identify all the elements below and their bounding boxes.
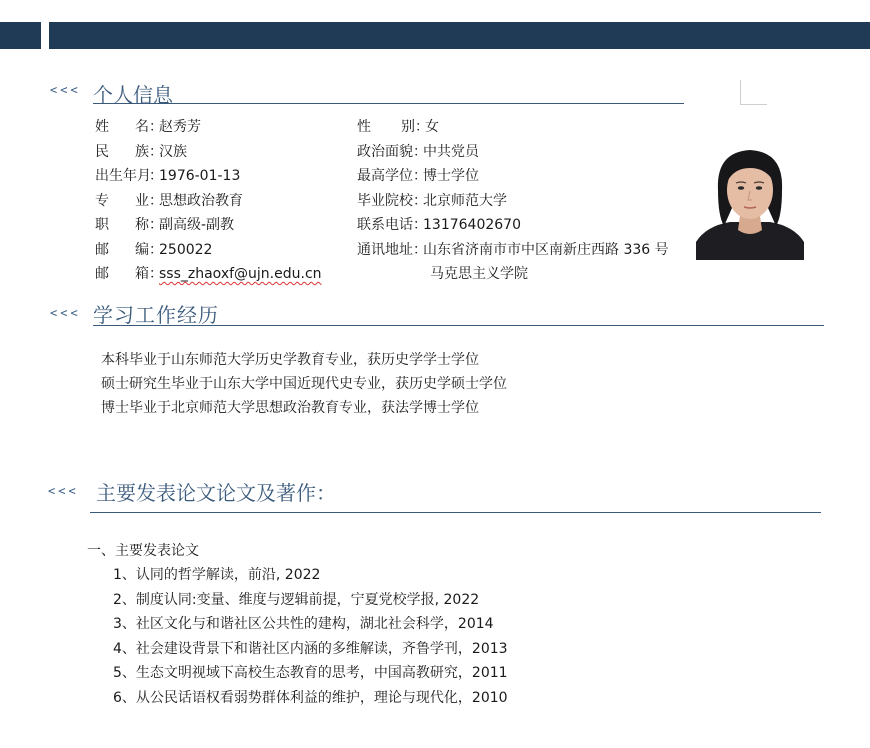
info-row [357,241,669,259]
info-value: 副高级-副教 [159,217,235,233]
info-label: 联系电话 [357,217,413,233]
section-title-personal: 个人信息 [93,83,173,107]
publication-item: 5、生态文明视域下高校生态教育的思考，中国高教研究，2011 [113,665,508,681]
info-row [95,167,240,185]
info-row [357,118,439,136]
info-row [357,167,479,185]
info-row [357,216,521,234]
education-item: 本科毕业于山东师范大学历史学教育专业，获历史学学士学位 [101,352,479,368]
info-colon: ： [149,168,163,184]
info-label: 出生年月 [95,168,151,184]
info-colon: ： [413,143,427,160]
info-colon: ： [149,217,163,233]
publication-item: 2、制度认同:变量、维度与逻辑前提，宁夏党校学报, 2022 [113,591,480,608]
info-label: 最高学位 [357,168,413,184]
info-label: 毕业院校 [357,192,413,209]
section-arrows-personal: <<< [50,83,81,97]
info-value: 1976-01-13 [159,168,241,184]
section-divider-publications [90,512,821,513]
info-colon: ： [149,266,163,282]
info-colon: ： [149,192,163,209]
info-label: 通讯地址 [357,241,413,258]
header-bar-main [49,22,870,49]
section-title-publications: 主要发表论文论文及著作： [96,481,336,505]
info-value: 赵秀芳 [159,119,201,135]
section-divider-education [93,325,824,326]
publication-item: 6、从公民话语权看弱势群体利益的维护，理论与现代化，2010 [113,689,508,706]
section-arrows-publications: <<< [48,484,79,498]
corner-mark [740,80,767,105]
info-value: 汉族 [159,143,187,160]
section-title-education: 学习工作经历 [93,303,219,327]
info-value: 北京师范大学 [423,192,507,209]
email-link[interactable]: sss_zhaoxf@ujn.edu.cn [159,266,322,282]
profile-photo [696,146,804,260]
publications-subheading: 一、主要发表论文 [87,543,199,559]
education-item: 硕士研究生毕业于山东大学中国近现代史专业，获历史学硕士学位 [101,376,507,392]
info-colon: ： [413,192,427,209]
info-row [95,143,187,161]
section-divider-personal [93,103,684,104]
info-colon: ： [413,168,427,184]
info-colon: ： [413,217,427,233]
info-row [357,143,479,161]
info-colon: ： [413,241,427,258]
education-item: 博士毕业于北京师范大学思想政治教育专业，获法学博士学位 [101,400,479,416]
info-row [95,241,212,259]
info-label: 职称 [95,217,149,233]
info-label: 邮编 [95,241,149,258]
publication-item: 1、认同的哲学解读，前沿, 2022 [113,567,321,583]
info-label: 政治面貌 [357,143,413,160]
info-row [95,216,234,234]
info-colon: ： [149,241,163,258]
info-value: 思想政治教育 [159,192,243,209]
info-row [95,192,243,210]
info-label: 性别 [357,119,415,135]
portrait-image [696,146,804,260]
info-row [95,265,322,283]
info-value: 山东省济南市市中区南新庄西路 336 号 [423,241,669,258]
info-value: 博士学位 [423,168,479,184]
info-label: 邮箱 [95,266,149,282]
publication-item: 3、社区文化与和谐社区公共性的建构，湖北社会科学，2014 [113,616,494,632]
publication-item: 4、社会建设背景下和谐社区内涵的多维解读，齐鲁学刊，2013 [113,640,508,657]
address-line-2: 马克思主义学院 [430,266,528,282]
info-label: 专业 [95,192,149,209]
info-value: 13176402670 [423,217,521,233]
info-value: 女 [425,119,439,135]
info-label: 民族 [95,143,149,160]
info-row [357,192,507,210]
info-colon: ： [149,119,163,135]
section-arrows-education: <<< [50,306,81,320]
info-colon: ： [415,119,429,135]
header-bar-left [0,22,41,49]
info-label: 姓名 [95,119,149,135]
info-colon: ： [149,143,163,160]
info-row [95,118,201,136]
info-value: 250022 [159,241,213,258]
info-value: 中共党员 [423,143,479,160]
